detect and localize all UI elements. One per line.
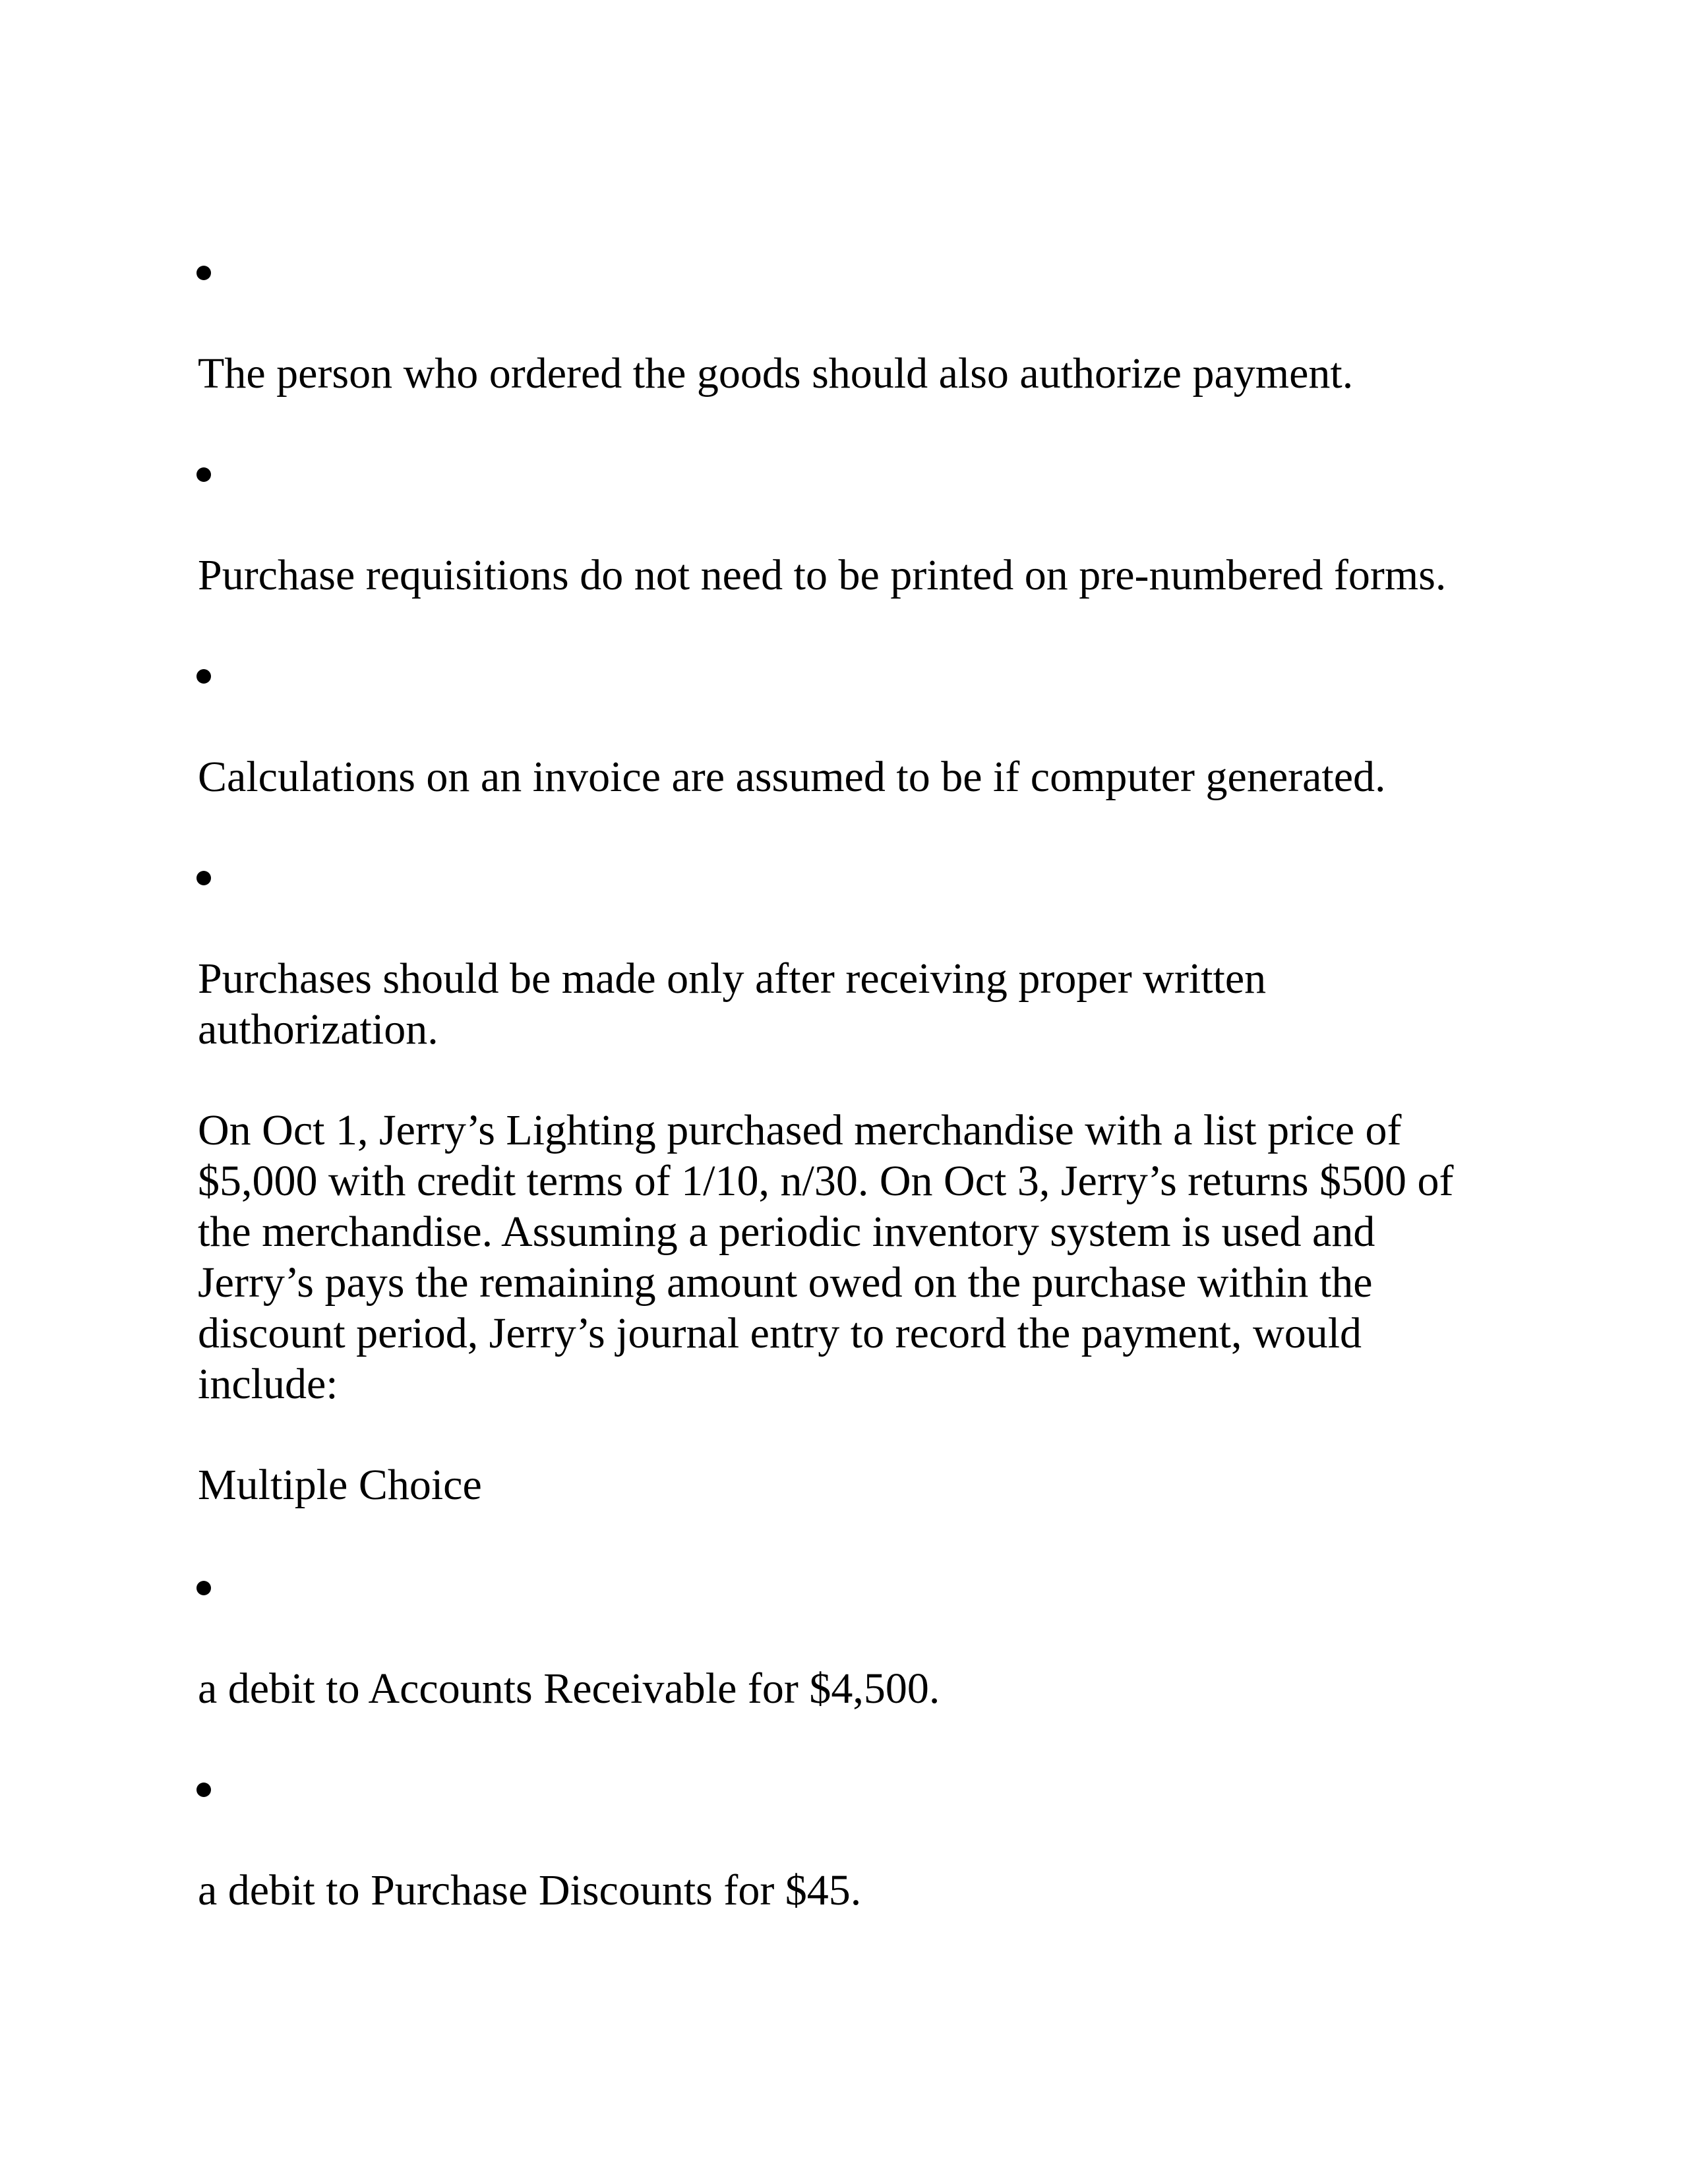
bullet-icon: [196, 1581, 211, 1595]
option-text-3: Calculations on an invoice are assumed to be if computer generated.: [198, 753, 1386, 801]
answer-option-b[interactable]: a debit to Purchase Discounts for $45.: [198, 1866, 862, 1914]
question-line-4: Jerry’s pays the remaining amount owed on the purchase within the: [198, 1258, 1373, 1307]
answer-option-a[interactable]: a debit to Accounts Receivable for $4,500.: [198, 1665, 940, 1713]
bullet-icon: [196, 871, 211, 885]
bullet-icon: [196, 669, 211, 684]
bullet-icon: [196, 467, 211, 482]
question-line-6: include:: [198, 1360, 338, 1408]
option-text-4-line-2: authorization.: [198, 1005, 438, 1053]
bullet-icon: [196, 1783, 211, 1797]
question-line-5: discount period, Jerry’s journal entry to record the payment, would: [198, 1309, 1362, 1357]
option-text-4-line-1: Purchases should be made only after receiving proper written: [198, 955, 1267, 1003]
question-type-label: Multiple Choice: [198, 1461, 482, 1509]
question-line-1: On Oct 1, Jerry’s Lighting purchased merchandise with a list price of: [198, 1106, 1402, 1154]
option-text-4: [198, 953, 1490, 1055]
question-line-3: the merchandise. Assuming a periodic inventory system is used and: [198, 1208, 1375, 1256]
bullet-icon: [196, 266, 211, 280]
option-text-2: Purchase requisitions do not need to be printed on pre-numbered forms.: [198, 551, 1447, 599]
question-text: [198, 1105, 1490, 1409]
question-line-2: $5,000 with credit terms of 1/10, n/30. On Oct 3, Jerry’s returns $500 of: [198, 1157, 1454, 1205]
option-text-1: The person who ordered the goods should also authorize payment.: [198, 349, 1354, 398]
